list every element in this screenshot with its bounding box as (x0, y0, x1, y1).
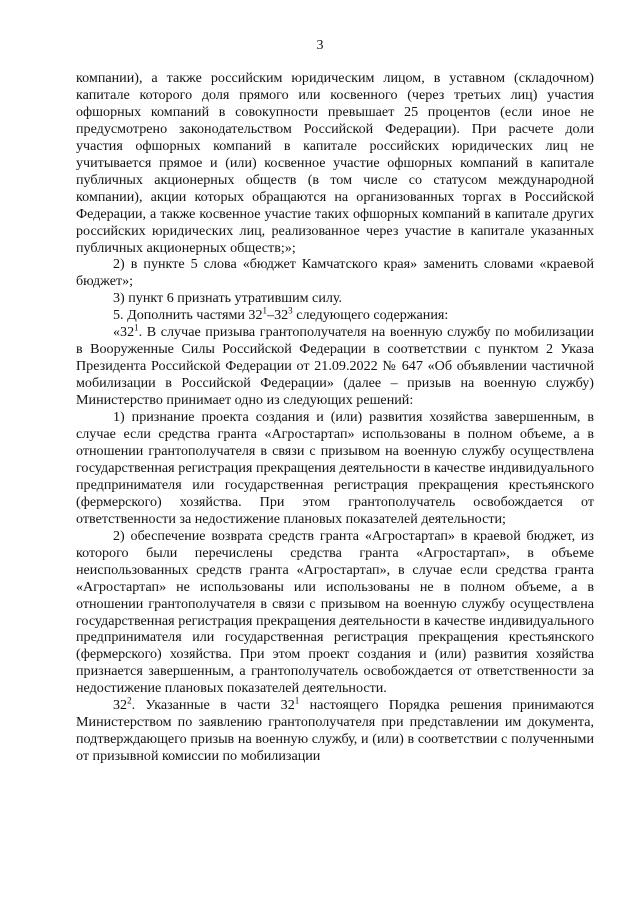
paragraph-item-3: 3) пункт 6 признать утратившим силу. (113, 290, 343, 307)
paragraph-part-32-2-num: 32 (113, 697, 128, 714)
paragraph-item-5-mid: –32 (267, 307, 289, 324)
paragraph-part-32-1 (76, 324, 594, 409)
superscript: 1 (294, 695, 300, 706)
superscript: 1 (262, 305, 268, 316)
paragraph-item-5-text: 5. Дополнить частями 32 (113, 307, 263, 324)
paragraph-offshore-definition: компании), а также российским юридическим лицом, в уставном (складочном) капитале которого доля прямого или косвенного (через третьих лиц) участия офшорных компаний в совокупности превышает 25 процентов (если иное не предусмотрено законодательством Российской Федерации). При расчете доли участия офшорных компаний в капитале российских юридических лиц не учитывается прямое и (или) косвенное участие офшорных компаний в капитале публичных акционерных обществ (в том числе со статусом международной компании), акции которых обращаются на организованных торгах в Российской Федерации, а также косвенное участие таких офшорных компаний в капитале других российских юридических лиц, реализованное через участие в капитале указанных публичных акционерных обществ;»; (76, 70, 594, 256)
superscript: 3 (288, 305, 293, 316)
paragraph-item-5 (76, 307, 594, 324)
paragraph-item-2: 2) в пункте 5 слова «бюджет Камчатского края» заменить словами «краевой бюджет»; (76, 256, 594, 290)
paragraph-part-32-1-tail: . В случае призыва грантополучателя на военную службу по мобилизации в Вооруженные Силы Российской Федерации в соответствии с пунктом 2 Указа Президента Российской Федерации от 21.09.2022 № 647 «Об объявлении частичной мобилизации в Российской Федерации» (далее – призыв на военную службу) Министерство принимает одно из следующих решений: (76, 324, 594, 409)
paragraph-part-32-1-num: «32 (113, 324, 135, 341)
paragraph-decision-1: 1) признание проекта создания и (или) развития хозяйства завершенным, в случае если средства гранта «Агростартап» использованы в полном объеме, а в отношении грантополучателя в связи с призывом на военную службу осуществлена государственная регистрация прекращения деятельности в качестве индивидуального предпринимателя или государственная регистрация прекращения крестьянского (фермерского) хозяйства. При этом грантополучатель освобождается от ответственности за недостижение плановых показателей деятельности; (76, 409, 594, 527)
paragraph-part-32-2-tail: настоящего Порядка решения принимаются Министерством по заявлению грантополучателя при представлении им документа, подтверждающего призыв на военную службу, и (или) в соответствии с полученными от призывной комиссии по мобилизации (76, 697, 594, 765)
document-body (76, 70, 594, 765)
superscript: 1 (134, 322, 139, 333)
paragraph-decision-2: 2) обеспечение возврата средств гранта «Агростартап» в краевой бюджет, из которого были перечислены средства гранта «Агростартап», в объеме неиспользованных средств гранта «Агростартап», в случае если средства гранта «Агростартап» не использованы или использованы не в полном объеме, а в отношении грантополучателя в связи с призывом на военную службу осуществлена государственная регистрация прекращения деятельности в качестве индивидуального предпринимателя или государственная регистрация прекращения крестьянского (фермерского) хозяйства. При этом проект создания и (или) развития хозяйства признается завершенным, а грантополучатель освобождается от ответственности за недостижение плановых показателей деятельности. (76, 527, 594, 697)
paragraph-item-5-tail: следующего содержания: (292, 307, 449, 324)
page-number: 3 (316, 38, 324, 53)
paragraph-part-32-2-mid: . Указанные в части 32 (131, 697, 295, 714)
superscript: 2 (127, 695, 132, 706)
paragraph-part-32-2 (76, 697, 594, 765)
